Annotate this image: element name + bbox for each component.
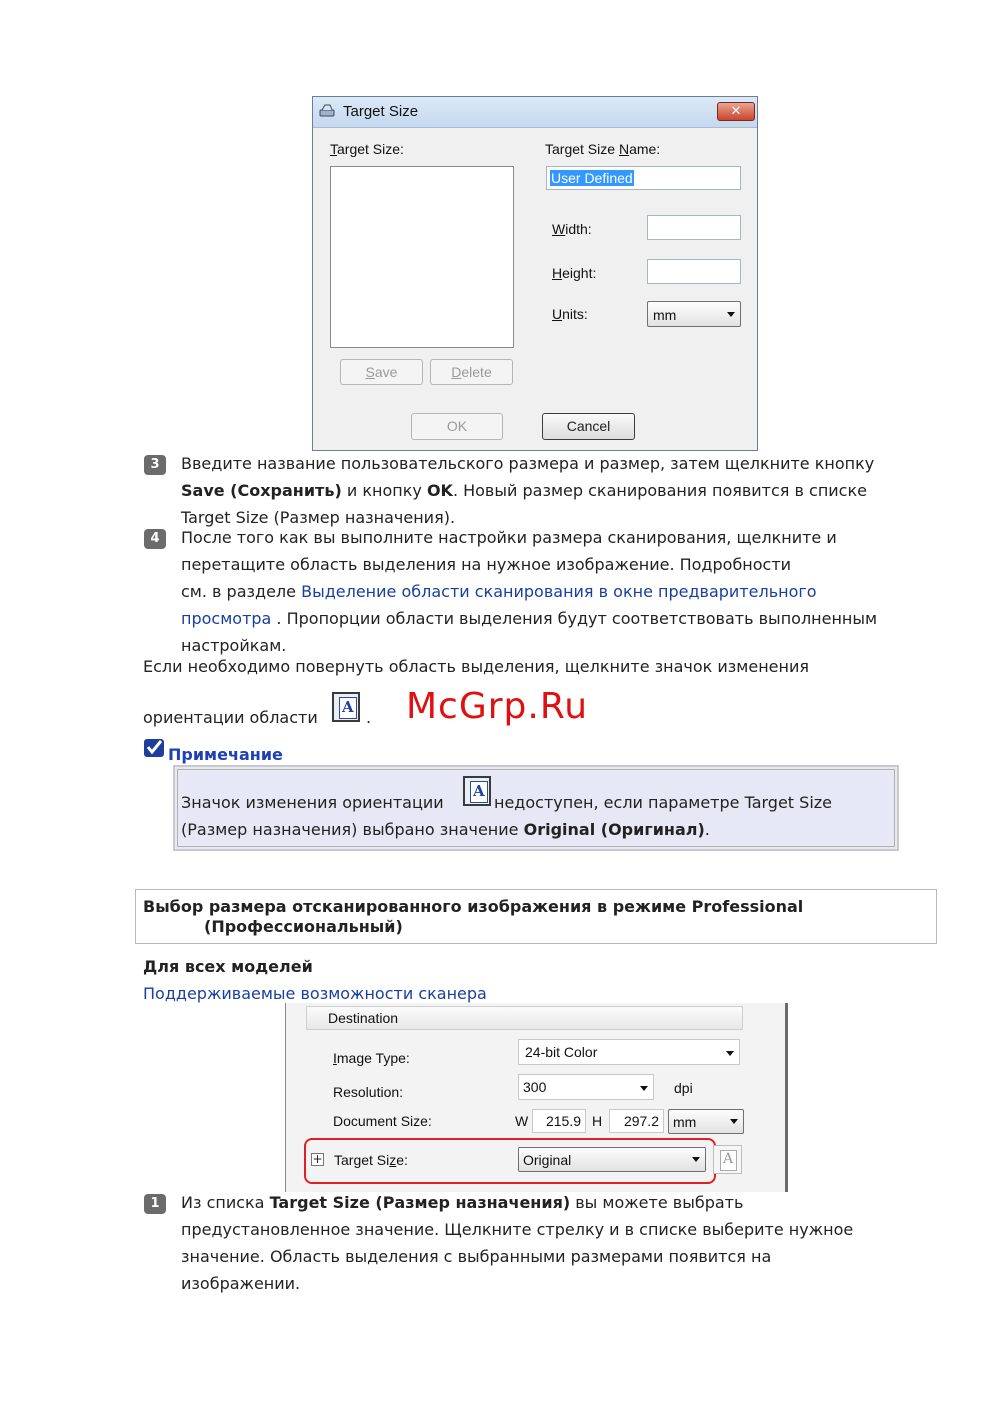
doc-width-input[interactable] [532, 1109, 586, 1133]
units-select[interactable] [647, 301, 741, 327]
dialog-title: Target Size [343, 103, 419, 120]
supported-features-link[interactable]: Поддерживаемые возможности сканера [143, 984, 487, 1003]
section-heading: Выбор размера отсканированного изображения в режиме Professional (Профессиональный) [143, 897, 804, 936]
dialog-titlebar[interactable] [313, 97, 757, 128]
width-label: Width: [552, 221, 592, 237]
scanner-icon [319, 103, 335, 119]
target-size-listbox[interactable] [330, 166, 514, 348]
rotate-text-line1: Если необходимо повернуть область выделения, щелкните значок изменения [143, 657, 809, 676]
step-badge-4: 4 [144, 529, 166, 549]
preview-selection-link[interactable]: Выделение области сканирования в окне предварительного [301, 582, 817, 601]
dpi-label: dpi [674, 1080, 693, 1096]
rotate-text-end: . [366, 708, 372, 727]
target-size-value: Original [523, 1152, 572, 1168]
destination-group-header [306, 1006, 743, 1030]
note-title: Примечание [168, 745, 283, 764]
resolution-value: 300 [523, 1079, 547, 1095]
target-size-label: Target Size: [334, 1152, 408, 1168]
highlight-frame [304, 1138, 716, 1184]
chevron-down-icon [640, 1086, 648, 1091]
save-button[interactable]: Save [340, 359, 423, 385]
preview-selection-link-cont[interactable]: просмотра [181, 609, 272, 628]
plus-icon: + [312, 1152, 323, 1166]
image-type-label: Image Type: [333, 1050, 410, 1066]
resolution-select[interactable] [518, 1074, 654, 1100]
step-3-text: Введите название пользовательского размера и размер, затем щелкните кнопку Save (Сохранить) и кнопку OK. Новый размер сканирования появится в списке Target Size (Размер назначения). [181, 454, 875, 527]
orientation-button[interactable] [713, 1145, 742, 1174]
step-1-text: Из списка Target Size (Размер назначения) вы можете выбрать предустановленное значение. Щелкните стрелку и в списке выберите нужное значение. Область выделения с выбранными размерами появится на изображении. [181, 1193, 854, 1293]
orientation-icon: A [720, 1150, 737, 1171]
ok-button[interactable]: OK [411, 413, 503, 440]
document-size-label: Document Size: [333, 1113, 432, 1129]
close-button[interactable] [717, 102, 755, 121]
height-prefix: H [592, 1113, 603, 1129]
target-size-dialog [312, 96, 758, 451]
all-models-heading: Для всех моделей [143, 957, 313, 976]
chevron-down-icon [726, 1051, 734, 1056]
target-size-name-input[interactable] [546, 166, 741, 190]
target-size-name-label: Target Size Name: [545, 141, 661, 157]
note-text-line1b: недоступен, если параметре Target Size [494, 793, 833, 812]
note-check-icon [143, 738, 167, 758]
cancel-button[interactable]: Cancel [542, 413, 635, 440]
height-input[interactable] [647, 259, 741, 284]
image-type-value: 24-bit Color [525, 1044, 598, 1060]
step-badge-1: 1 [144, 1194, 166, 1214]
orientation-icon: A [332, 692, 360, 722]
destination-title: Destination [328, 1010, 399, 1026]
width-prefix: W [515, 1113, 529, 1129]
height-label: Height: [552, 265, 597, 281]
delete-button[interactable]: Delete [430, 359, 513, 385]
width-input[interactable] [647, 215, 741, 240]
doc-width-value: 215.9 [545, 1113, 581, 1129]
units-label: Units: [552, 306, 588, 322]
note-text-line2: (Размер назначения) выбрано значение Original (Оригинал). [181, 820, 710, 839]
close-icon: ✕ [730, 104, 742, 119]
destination-panel [285, 1003, 788, 1192]
resolution-label: Resolution: [333, 1084, 404, 1100]
step-4-text: После того как вы выполните настройки размера сканирования, щелкните и перетащите область выделения на нужное изображение. Подробности см. в разделе Выделение области сканирования в окне предварительного просмотра . Пропорции области выделения будут соответствовать выполненным настройкам. [181, 528, 878, 655]
doc-units-select[interactable] [668, 1109, 744, 1134]
step-badge-3: 3 [144, 455, 166, 475]
watermark: McGrp.Ru [406, 686, 589, 727]
orientation-icon: A [463, 776, 491, 806]
doc-height-value: 297.2 [623, 1113, 659, 1129]
rotate-text-line2: ориентации области [143, 708, 318, 727]
doc-height-input[interactable] [609, 1109, 664, 1133]
note-text-line1a: Значок изменения ориентации [181, 793, 444, 812]
doc-units-value: mm [673, 1114, 697, 1130]
image-type-select[interactable] [518, 1039, 740, 1065]
target-size-list-label: Target Size: [330, 141, 404, 157]
units-select-value: mm [653, 307, 677, 323]
name-input-value: User Defined [551, 170, 633, 186]
chevron-down-icon [730, 1119, 738, 1124]
chevron-down-icon [727, 312, 735, 317]
